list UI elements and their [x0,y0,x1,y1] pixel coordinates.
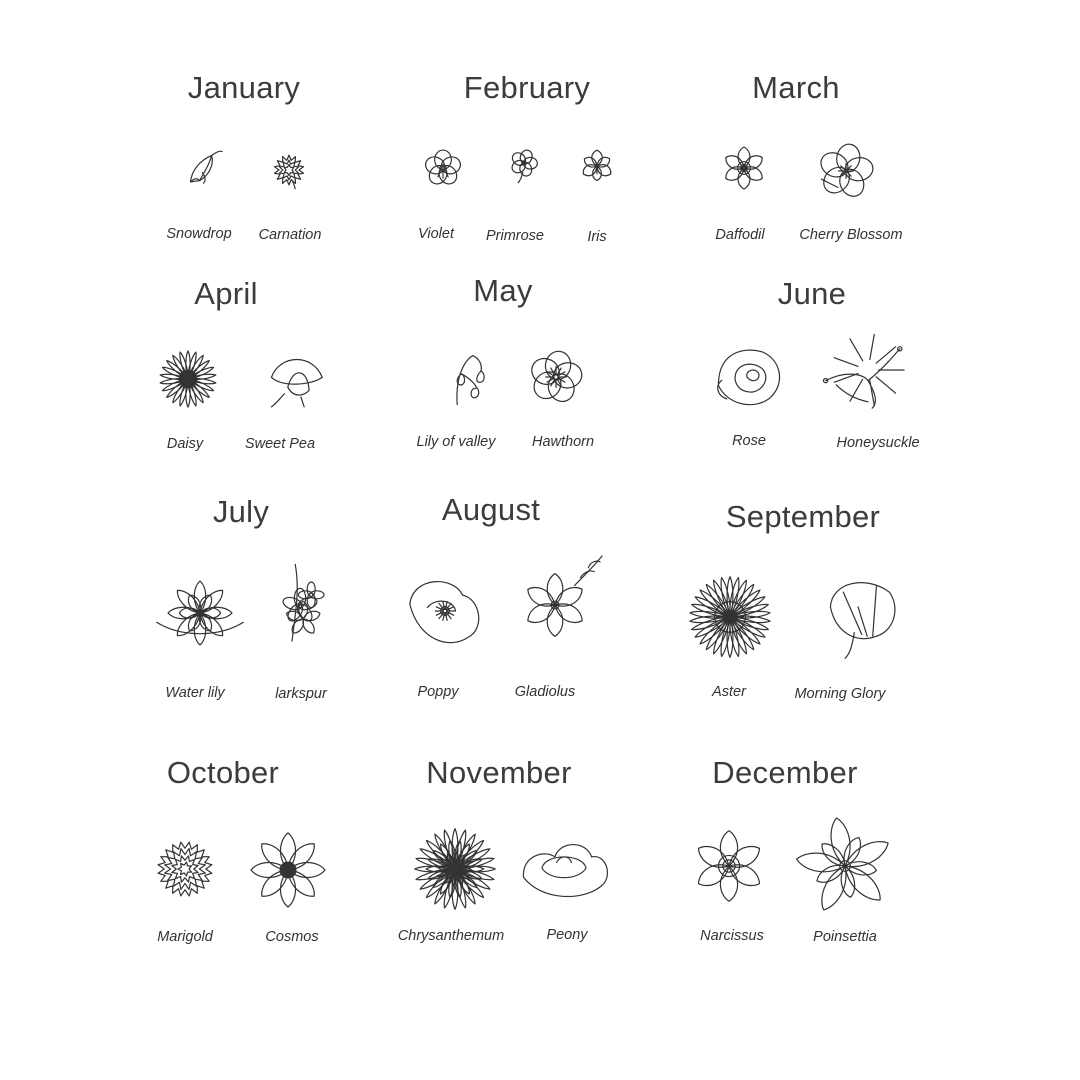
gladiolus-icon [506,556,604,654]
flower-label-water-lily: Water lily [165,685,225,701]
aster-icon [682,569,778,665]
month-title-january: January [187,70,301,105]
flower-label-gladiolus: Gladiolus [514,684,576,700]
flower-label-hawthorn: Hawthorn [531,434,595,450]
flower-label-morning-glory: Morning Glory [794,686,886,702]
flower-label-cherry-blossom: Cherry Blossom [799,227,903,243]
sweet-pea-icon [255,338,337,420]
flower-label-violet: Violet [417,226,455,242]
flower-label-daffodil: Daffodil [715,227,765,243]
month-title-december: December [712,755,858,790]
morning-glory-icon [812,570,904,662]
larkspur-icon [260,566,340,646]
flower-label-snowdrop: Snowdrop [166,226,232,242]
poinsettia-icon [792,813,898,919]
flower-label-lily-of-valley: Lily of valley [416,434,496,450]
cosmos-icon [244,826,332,914]
carnation-icon [258,139,320,201]
flower-label-poppy: Poppy [417,684,459,700]
flower-label-iris: Iris [587,229,607,245]
flower-label-narcissus: Narcissus [700,928,764,944]
poppy-icon [401,567,489,655]
month-title-march: March [752,70,840,105]
month-title-february: February [463,70,591,105]
month-title-november: November [426,755,572,790]
flower-label-poinsettia: Poinsettia [813,929,877,945]
chrysanthemum-icon [407,821,503,917]
flower-label-daisy: Daisy [166,436,204,452]
snowdrop-icon [172,137,238,203]
honeysuckle-icon [815,317,921,423]
month-title-august: August [441,492,541,527]
flower-label-larkspur: larkspur [275,686,327,702]
daffodil-icon [709,133,779,203]
rose-icon [710,335,794,419]
hawthorn-icon [519,340,593,414]
flower-label-aster: Aster [712,684,746,700]
flower-label-carnation: Carnation [258,227,322,243]
marigold-icon [145,829,225,909]
violet-icon [411,136,475,200]
daisy-icon [149,340,227,418]
month-title-october: October [166,755,280,790]
water-lily-icon [153,566,247,660]
narcissus-icon [685,822,773,910]
lily-of-valley-icon [432,343,502,413]
flower-label-peony: Peony [546,927,588,943]
month-title-september: September [725,499,881,534]
flower-label-honeysuckle: Honeysuckle [836,435,920,451]
flower-label-rose: Rose [732,433,766,449]
primrose-icon [495,134,553,192]
flower-label-primrose: Primrose [485,228,545,244]
flower-label-cosmos: Cosmos [265,929,319,945]
peony-icon [518,822,610,914]
flower-label-marigold: Marigold [157,929,213,945]
cherry-blossom-icon [805,130,887,212]
month-title-may: May [473,273,533,308]
flower-label-sweet-pea: Sweet Pea [244,436,316,452]
month-title-june: June [777,276,847,311]
month-title-july: July [212,494,270,529]
iris-icon [564,133,630,199]
flower-label-chrysanthemum: Chrysanthemum [397,928,505,944]
month-title-april: April [194,276,258,311]
